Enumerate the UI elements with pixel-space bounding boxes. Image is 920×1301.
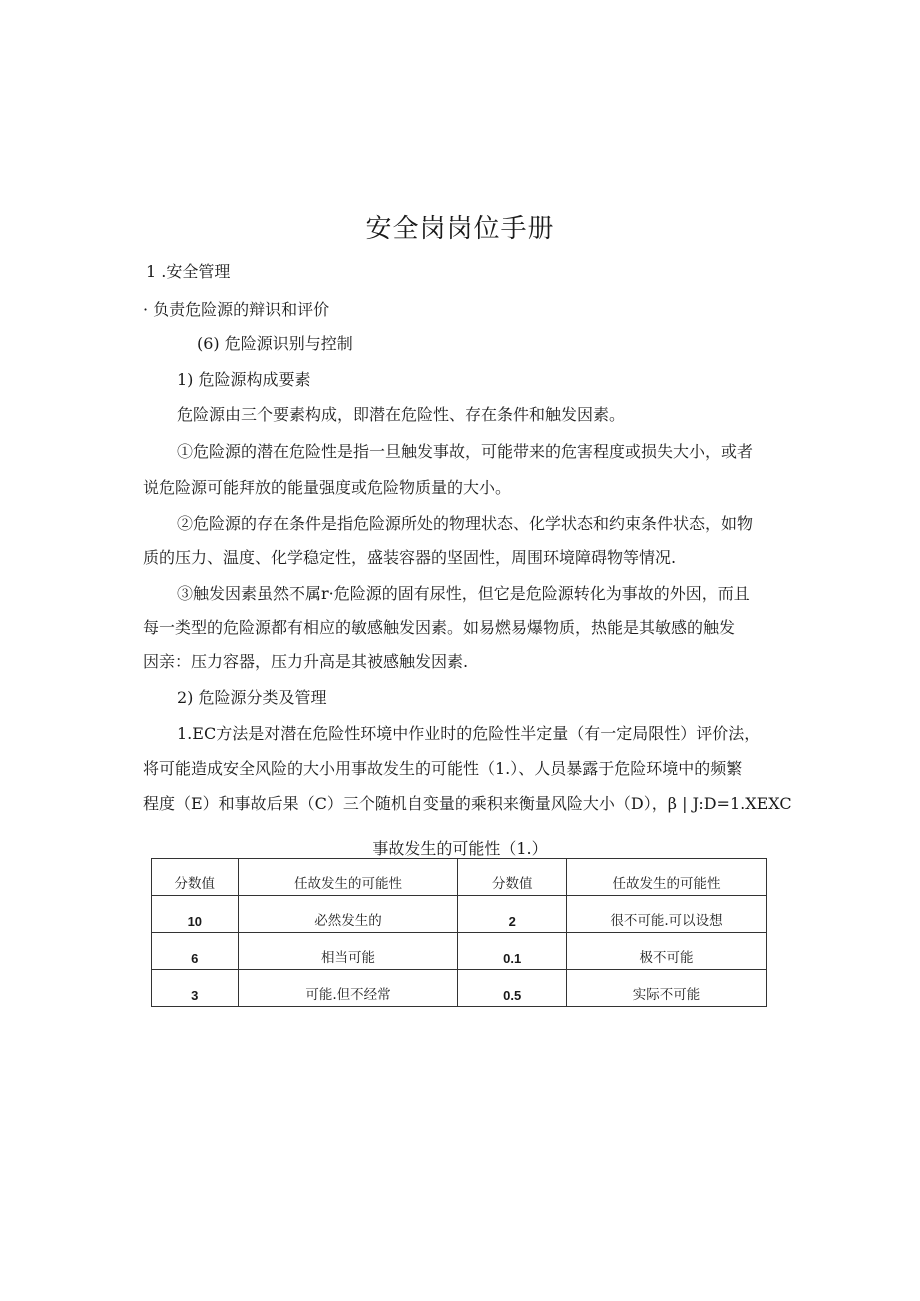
- paragraph-line: 每一类型的危险源都有相应的敏感触发因素。如易燃易爆物质，热能是其敏感的触发: [143, 618, 736, 637]
- paragraph-line: 说危险源可能拜放的能量强度或危险物质量的大小。: [143, 478, 512, 497]
- column-header: 分数值: [458, 859, 567, 896]
- section-heading: 1 .安全管理: [146, 262, 231, 281]
- table-row: [152, 933, 767, 970]
- paragraph-line: 质的压力、温度、化学稳定性，盛装容器的坚固性，周围环境障碍物等情况.: [143, 548, 677, 567]
- description-cell: 很不可能.可以设想: [566, 896, 766, 933]
- score-cell: 0.1: [458, 933, 567, 970]
- column-header: 分数值: [152, 859, 239, 896]
- paragraph-line: 将可能造成安全风险的大小用事故发生的可能性（1.）、人员暴露于危险环境中的频繁: [143, 759, 743, 778]
- paragraph-line: 因亲：压力容器，压力升高是其被感触发因素.: [143, 652, 469, 671]
- probability-table: [151, 858, 767, 1007]
- subsection-heading: (6) 危险源识别与控制: [197, 334, 353, 353]
- description-cell: 极不可能: [566, 933, 766, 970]
- paragraph-line: 程度（E）和事故后果（C）三个随机自变量的乘积来衡量风险大小（D），β | J:D=1.XEXC: [143, 794, 792, 813]
- score-cell: 6: [152, 933, 239, 970]
- table-header-row: [152, 859, 767, 896]
- description-cell: 必然发生的: [238, 896, 458, 933]
- description-cell: 可能.但不经常: [238, 970, 458, 1007]
- score-cell: 0.5: [458, 970, 567, 1007]
- paragraph-line: ③触发因素虽然不属r·危险源的固有尿性，但它是危险源转化为事故的外因，而且: [177, 584, 750, 603]
- table-row: [152, 896, 767, 933]
- table-caption: 事故发生的可能性（1.）: [372, 839, 548, 858]
- paragraph-line: 危险源由三个要素构成，即潜在危险性、存在条件和触发因素。: [177, 405, 626, 424]
- column-header: 任故发生的可能性: [566, 859, 766, 896]
- subsection-heading: 1) 危险源构成要素: [177, 370, 311, 389]
- document-title: 安全岗岗位手册: [365, 214, 555, 244]
- paragraph-line: ②危险源的存在条件是指危险源所处的物理状态、化学状态和约束条件状态，如物: [177, 514, 754, 533]
- description-cell: 相当可能: [238, 933, 458, 970]
- description-cell: 实际不可能: [566, 970, 766, 1007]
- bullet-item: · 负责危险源的辩识和评价: [143, 300, 330, 319]
- column-header: 任故发生的可能性: [238, 859, 458, 896]
- subsection-heading: 2) 危险源分类及管理: [177, 688, 327, 707]
- paragraph-line: ①危险源的潜在危险性是指一旦触发事故，可能带来的危害程度或损失大小，或者: [177, 442, 754, 461]
- paragraph-line: 1.EC方法是对潜在危险性环境中作业时的危险性半定量（有一定局限性）评价法，: [177, 724, 761, 743]
- score-cell: 3: [152, 970, 239, 1007]
- table-row: [152, 970, 767, 1007]
- score-cell: 10: [152, 896, 239, 933]
- score-cell: 2: [458, 896, 567, 933]
